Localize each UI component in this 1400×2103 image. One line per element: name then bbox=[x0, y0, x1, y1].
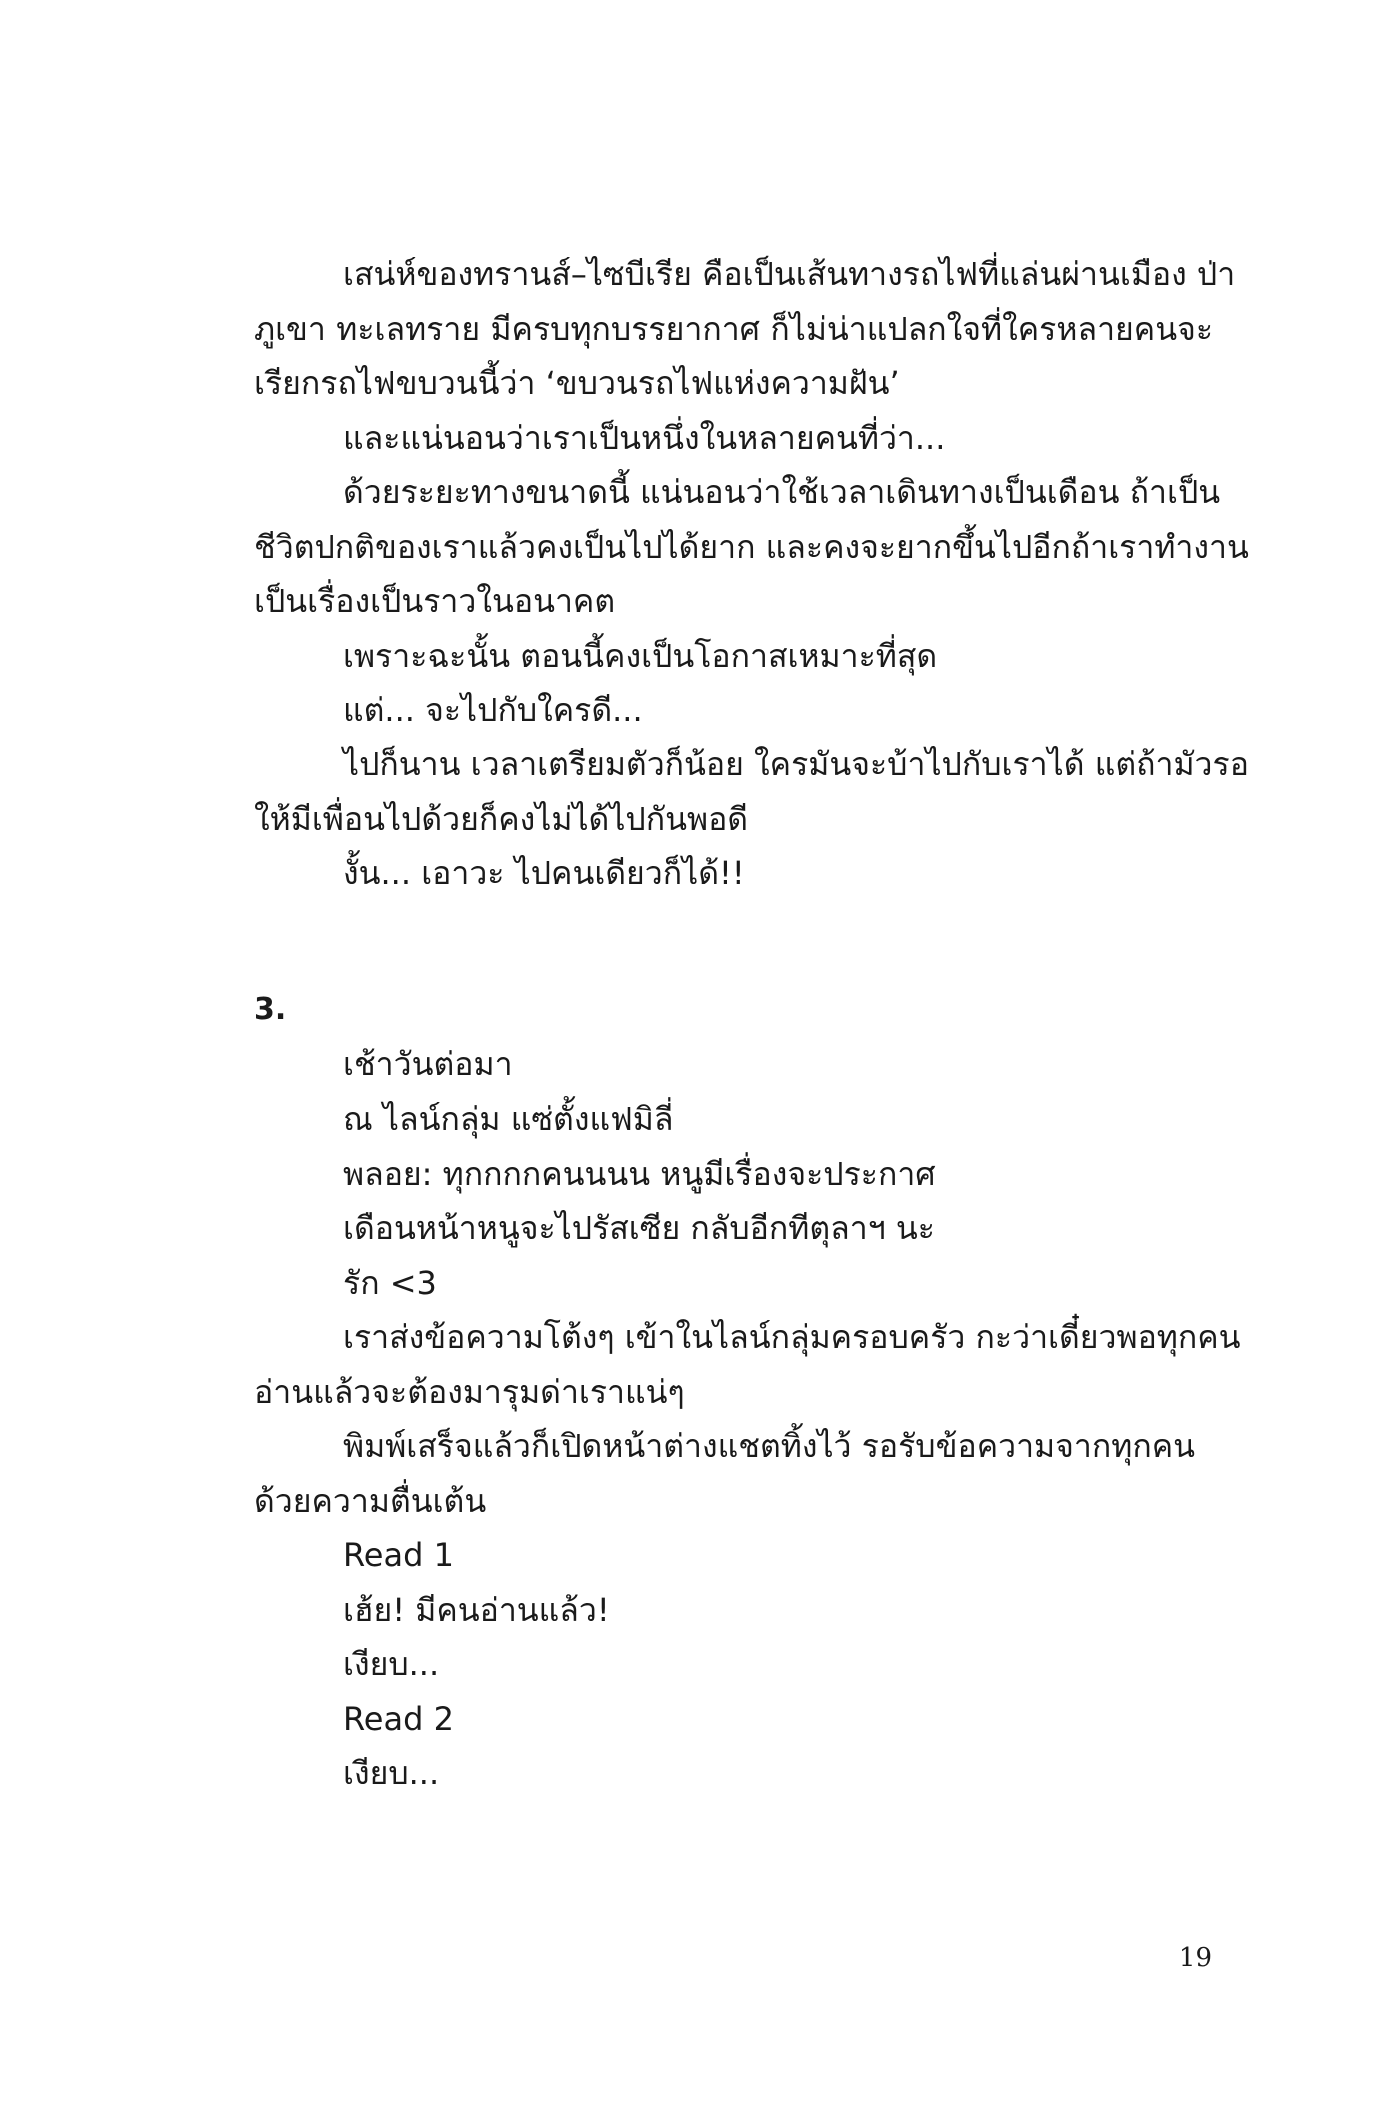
paragraph-line: ภูเขา ทะเลทราย มีครบทุกบรรยากาศ ก็ไม่น่าแปลกใจที่ใครหลายคนจะ bbox=[254, 310, 1213, 348]
paragraph-line: ด้วยความตื่นเต้น bbox=[254, 1482, 487, 1520]
section-heading: 3. bbox=[254, 992, 287, 1027]
chat-message-line: รัก <3 bbox=[343, 1264, 437, 1302]
read-receipt-line: Read 2 bbox=[343, 1700, 454, 1738]
paragraph-line: เป็นเรื่องเป็นราวในอนาคต bbox=[254, 582, 616, 620]
paragraph-line: ณ ไลน์กลุ่ม แซ่ตั้งแฟมิลี่ bbox=[343, 1100, 674, 1138]
paragraph-line: เงียบ... bbox=[343, 1754, 440, 1792]
paragraph-line: เช้าวันต่อมา bbox=[343, 1045, 513, 1083]
paragraph-line: เรียกรถไฟขบวนนี้ว่า ‘ขบวนรถไฟแห่งความฝัน’ bbox=[254, 364, 900, 402]
paragraph-line: ชีวิตปกติของเราแล้วคงเป็นไปได้ยาก และคงจะยากขึ้นไปอีกถ้าเราทำงาน bbox=[254, 528, 1249, 566]
chat-message-line: พลอย: ทุกกกกคนนนน หนูมีเรื่องจะประกาศ bbox=[343, 1155, 936, 1193]
paragraph-line: เงียบ... bbox=[343, 1645, 440, 1683]
paragraph-line: เฮ้ย! มีคนอ่านแล้ว! bbox=[343, 1591, 610, 1629]
paragraph-line: อ่านแล้วจะต้องมารุมด่าเราแน่ๆ bbox=[254, 1373, 685, 1411]
page-number: 19 bbox=[1178, 1943, 1212, 1973]
paragraph-line: ด้วยระยะทางขนาดนี้ แน่นอนว่าใช้เวลาเดินทางเป็นเดือน ถ้าเป็น bbox=[343, 473, 1221, 511]
read-receipt-line: Read 1 bbox=[343, 1536, 454, 1574]
paragraph-line: พิมพ์เสร็จแล้วก็เปิดหน้าต่างแชตทิ้งไว้ รอรับข้อความจากทุกคน bbox=[343, 1427, 1195, 1465]
paragraph-line: ไปก็นาน เวลาเตรียมตัวก็น้อย ใครมันจะบ้าไปกับเราได้ แต่ถ้ามัวรอ bbox=[343, 745, 1249, 783]
paragraph-line: ให้มีเพื่อนไปด้วยก็คงไม่ได้ไปกันพอดี bbox=[254, 800, 749, 838]
paragraph-line: เราส่งข้อความโต้งๆ เข้าในไลน์กลุ่มครอบครัว กะว่าเดี๋ยวพอทุกคน bbox=[343, 1318, 1241, 1356]
paragraph-line: แต่... จะไปกับใครดี... bbox=[343, 691, 643, 729]
paragraph-line: งั้น... เอาวะ ไปคนเดียวก็ได้!! bbox=[343, 854, 745, 892]
paragraph-line: เพราะฉะนั้น ตอนนี้คงเป็นโอกาสเหมาะที่สุด bbox=[343, 637, 938, 675]
paragraph-line: เสน่ห์ของทรานส์–ไซบีเรีย คือเป็นเส้นทางรถไฟที่แล่นผ่านเมือง ป่า bbox=[343, 255, 1236, 293]
chat-message-line: เดือนหน้าหนูจะไปรัสเซีย กลับอีกทีตุลาฯ นะ bbox=[343, 1209, 935, 1247]
paragraph-line: และแน่นอนว่าเราเป็นหนึ่งในหลายคนที่ว่า... bbox=[343, 419, 946, 457]
